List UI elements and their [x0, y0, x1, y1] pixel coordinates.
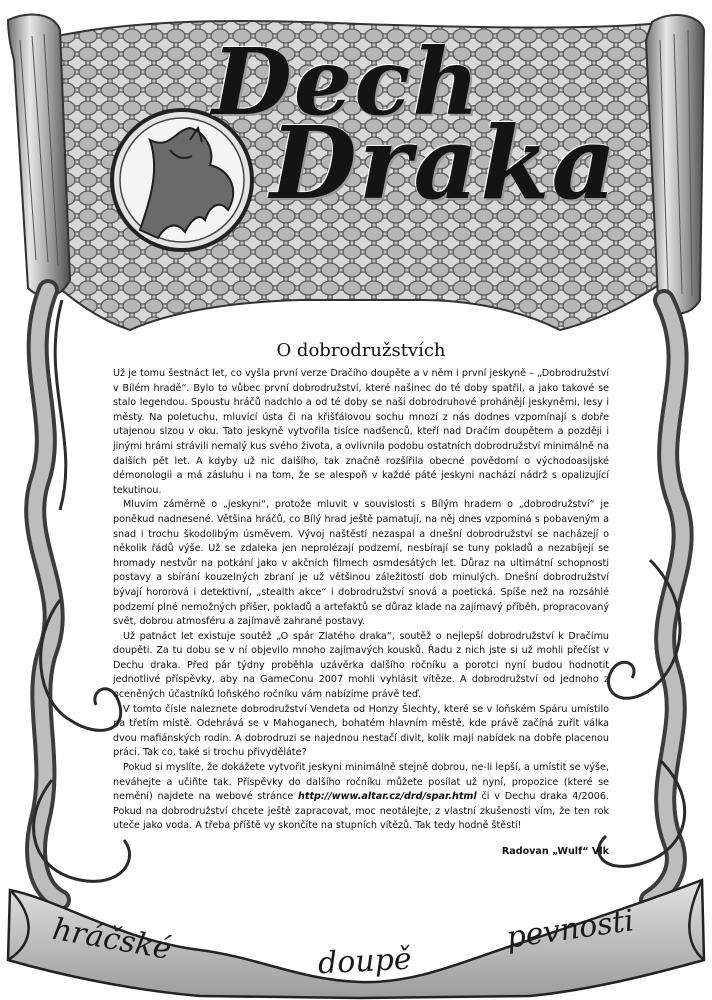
- footer-word-doupe: doupě: [317, 941, 413, 982]
- paragraph-4: V tomto čísle naleznete dobrodružství Vendeta od Honzy Šlechty, které se v loňském Spáru umístilo na třetím místě. Odehrává se v Mahoganech, bohatém hlavním městě, kde právě začíná zuřit válka dvou mafiánských rodin. A dobrodruzi se najednou nestačí divit, kolik mají nabídek na dobře placenou práci. Tak co, také si trochu přivyděláte?: [113, 703, 609, 759]
- author-signature: Radovan „Wulf“ Vlk: [501, 846, 609, 857]
- paragraph-5: [113, 761, 609, 834]
- footer-word-hracske: hráčské: [49, 911, 174, 968]
- article-title: O dobrodružstvích: [276, 340, 446, 361]
- paragraph-5-start: Pokud si myslíte, že dokážete vytvořit jeskyni minimálně stejně dobrou, ne-li lepší, a umístit se výše, neváhejte a učiňte tak. Příspěvky do dalšího ročníku můžete posílat už nyní, propozice (které se nemění) najdete na webové stránce: [113, 762, 609, 803]
- paragraph-2: Mluvím záměrně o „jeskyni“, protože mluvit v souvislosti s Bílým hradem o „dobrodružství“ je poněkud nadnesené. Většina hráčů, co Bílý hrad ještě pamatují, na něj dnes vzpomíná s pobaveným a snad i trochu škodolibým úsměvem. Vývoj naštěstí nezaspal a dnešní dobrodružství se nacházejí o několik řádů výše. Už se zdaleka jen neprolézají podzemí, nesbírají se tuny pokladů a nezabíjejí se hromady nestvůr na potkání jako v akčních filmech osmdesátých let. Důraz na ultimátní schopnosti postavy a sbírání kouzelných zbraní je už většinou záležitostí dob minulých. Dnešní dobrodružství bývají hororová i detektivní, „stealth akce“ i dobrodružství snová a poetická. Spíše než na rozsáhlé podzemí plné nemožných příšer, pokladů a artefaktů se důraz klade na zajímavý příběh, propracovaný svět, dobrou atmosféru a zajímavě zahrané postavy.: [113, 499, 609, 628]
- logo-title-line1: Dech: [212, 28, 482, 136]
- logo-title-line2: Draka: [270, 104, 619, 222]
- left-scroll-roll: [8, 15, 70, 297]
- paragraph-1: Už je tomu šestnáct let, co vyšla první verze Dračího doupěte a v něm i první jeskyně – „Dobrodružství v Bílém hradě“. Bylo to vůbec první dobrodružství, které našinec do té doby spatřil, a jako takové se stalo legendou. Spoustu hráčů nadchlo a od té doby se naši dobrodruhové prohánějí jeskyněmi, lesy i městy. Na poletuchu, mluvící ústa či na křišťálovou sochu mnozí z nás dodnes vzpomínají s dobře utajenou slzou v oku. Tato jeskyně vytvořila tisíce nadšenců, kteří nad Dračím doupětem a později i jinými hrámi strávili nemalý kus svého života, a ovlivnila podobu ostatních dobrodružství minimálně na dalších pět let. A kdyby už nic dalšího, tak značně rozšířila obecné povědomí o východoasijské démonologii a má zásluhu i na tom, že se alespoň v každé páté jeskyni nachází nádrž s opalizující tekutinou.: [113, 368, 609, 496]
- article: [113, 340, 609, 857]
- footer-word-pevnosti: pevnosti: [504, 903, 637, 956]
- contest-url-link[interactable]: http://www.altar.cz/drd/spar.html: [298, 791, 477, 803]
- paragraph-5-end: či v Dechu draka 4/2006. Pokud na dobrodružství chcete ještě zapracovat, moc neotálejte, z vlastní zkušenosti vím, že ten rok uteče jako voda. A třeba příště vy skončíte na stupních vítězů. Tak tedy hodně štěstí!: [113, 791, 609, 832]
- paragraph-3: Už patnáct let existuje soutěž „O spár Zlatého draka“, soutěž o nejlepší dobrodružství k Dračímu doupěti. Za tu dobu se v ní objevilo mnoho zajímavých kousků. Řadu z nich jste si už mohli přečíst v Dechu draka. Před pár týdny proběhla uzávěrka dalšího ročníku a porotci nyní budou hodnotit jednotlivé příspěvky, aby na GameConu 2007 mohli vyhlásit vítěze. A dobrodružství od jednoho z oceněných účastníků loňského ročníku vám nabízíme právě teď.: [113, 630, 609, 701]
